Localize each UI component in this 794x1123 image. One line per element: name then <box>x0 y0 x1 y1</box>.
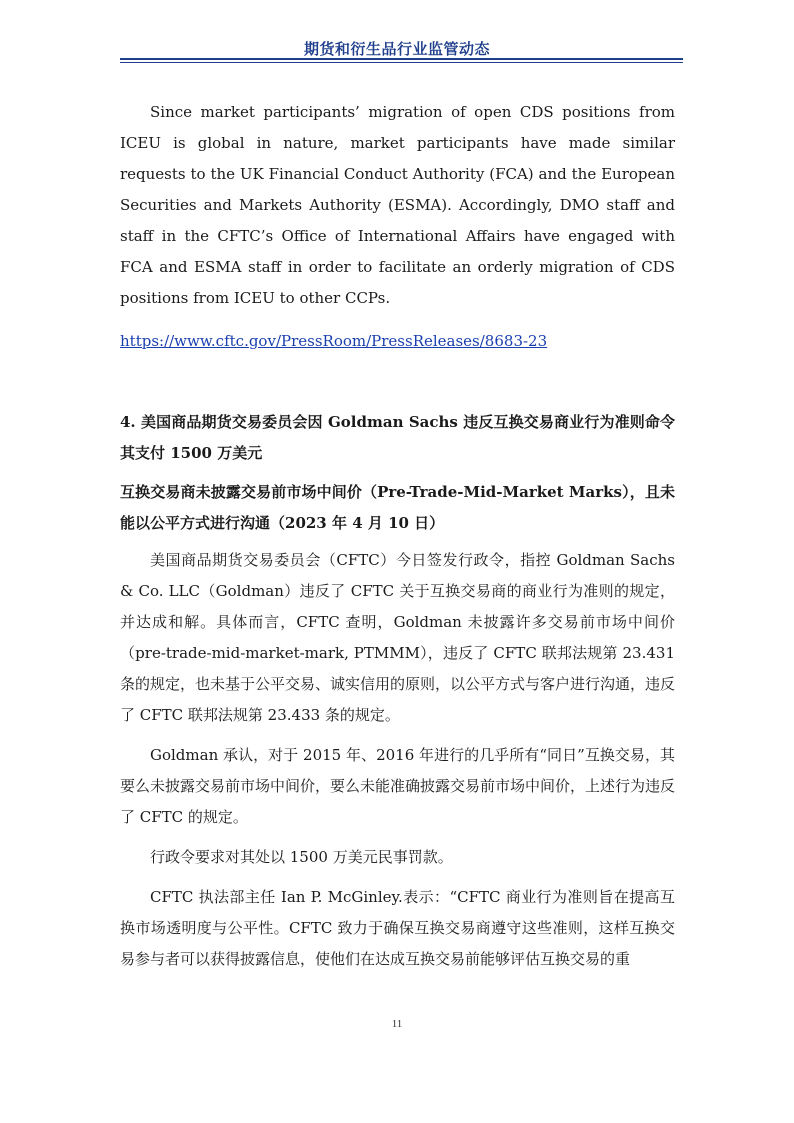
header-rule-thin <box>120 62 683 63</box>
header-rule-thick <box>120 58 683 60</box>
paragraph-director-statement: CFTC 执法部主任 Ian P. McGinley.表示：“CFTC 商业行为准则旨在提高互换市场透明度与公平性。CFTC 致力于确保互换交易商遵守这些准则，这样互换交易参与者可以获得披露信息，使他们在达成互换交易前能够评估互换交易的重 <box>120 888 675 968</box>
page-body <box>120 97 675 975</box>
running-header-title: 期货和衍生品行业监管动态 <box>303 40 490 58</box>
press-release-link[interactable]: https://www.cftc.gov/PressRoom/PressReleases/8683-23 <box>120 332 548 350</box>
paragraph-cds-migration: Since market participants’ migration of open CDS positions from ICEU is global in nature, market participants have made similar requests to the UK Financial Conduct Authority (FCA) and the European Securities and Markets Authority (ESMA). Accordingly, DMO staff and staff in the CFTC’s Office of International Affairs have engaged with FCA and ESMA staff in order to facilitate an orderly migration of CDS positions from ICEU to other CCPs. <box>120 103 675 307</box>
section-heading: 4. 美国商品期货交易委员会因 Goldman Sachs 违反互换交易商业行为准则命令其支付 1500 万美元 <box>120 413 675 462</box>
paragraph-penalty: 行政令要求对其处以 1500 万美元民事罚款。 <box>150 848 453 866</box>
page-number: 11 <box>391 1018 403 1030</box>
paragraph-goldman-admission: Goldman 承认，对于 2015 年、2016 年进行的几乎所有“同日”互换交易，其要么未披露交易前市场中间价，要么未能准确披露交易前市场中间价，上述行为违反了 CFTC 的规定。 <box>120 746 676 826</box>
sub-heading: 互换交易商未披露交易前市场中间价（Pre-Trade-Mid-Market Marks），且未能以公平方式进行沟通（2023 年 4 月 10 日） <box>120 483 675 532</box>
paragraph-order-summary: 美国商品期货交易委员会（CFTC）今日签发行政令，指控 Goldman Sachs & Co. LLC（Goldman）违反了 CFTC 关于互换交易商的商业行为准则的规定，并达成和解。具体而言，CFTC 查明，Goldman 未披露许多交易前市场中间价（pre-trade-mid-market-mark, PTMMM），违反了 CFTC 联邦法规第 23.431 条的规定，也未基于公平交易、诚实信用的原则，以公平方式与客户进行沟通，违反了 CFTC 联邦法规第 23.433 条的规定。 <box>120 551 676 724</box>
link-paragraph <box>120 326 675 357</box>
